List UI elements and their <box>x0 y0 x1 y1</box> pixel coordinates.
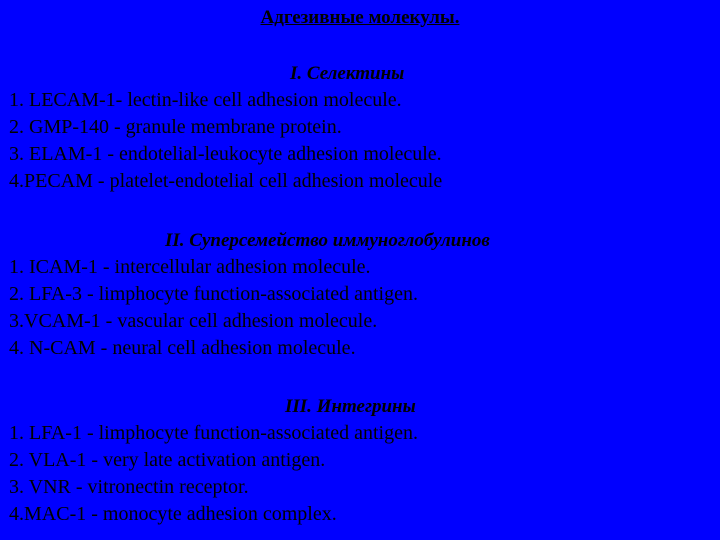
slide-title: Адгезивные молекулы. <box>260 7 460 28</box>
list-item: 4.PECAM - platelet-endotelial cell adhesion molecule <box>9 170 443 192</box>
list-item: 3. VNR - vitronectin receptor. <box>9 476 249 498</box>
list-item: 2. GMP-140 - granule membrane protein. <box>9 116 342 138</box>
list-item: 4. N-CAM - neural cell adhesion molecule. <box>9 337 356 359</box>
list-item: 1. ICAM-1 - intercellular adhesion molecule. <box>9 256 371 278</box>
section-integrins <box>9 394 709 528</box>
list-item: 3. ELAM-1 - endotelial-leukocyte adhesion molecule. <box>9 143 442 165</box>
list-item: 3.VCAM-1 - vascular cell adhesion molecule. <box>9 310 378 332</box>
section-selectins <box>9 61 709 195</box>
list-item: 4.MAC-1 - monocyte adhesion complex. <box>9 503 337 525</box>
list-item: 2. VLA-1 - very late activation antigen. <box>9 449 326 471</box>
list-item: 1. LECAM-1- lectin-like cell adhesion molecule. <box>9 89 402 111</box>
list-item: 1. LFA-1 - limphocyte function-associated antigen. <box>9 422 418 444</box>
section-heading: I. Селектины <box>290 63 405 84</box>
section-heading: III. Интегрины <box>285 396 416 417</box>
section-immunoglobulin-superfamily <box>9 228 709 362</box>
section-heading: II. Суперсемейство иммуноглобулинов <box>165 230 490 251</box>
list-item: 2. LFA-3 - limphocyte function-associated antigen. <box>9 283 418 305</box>
